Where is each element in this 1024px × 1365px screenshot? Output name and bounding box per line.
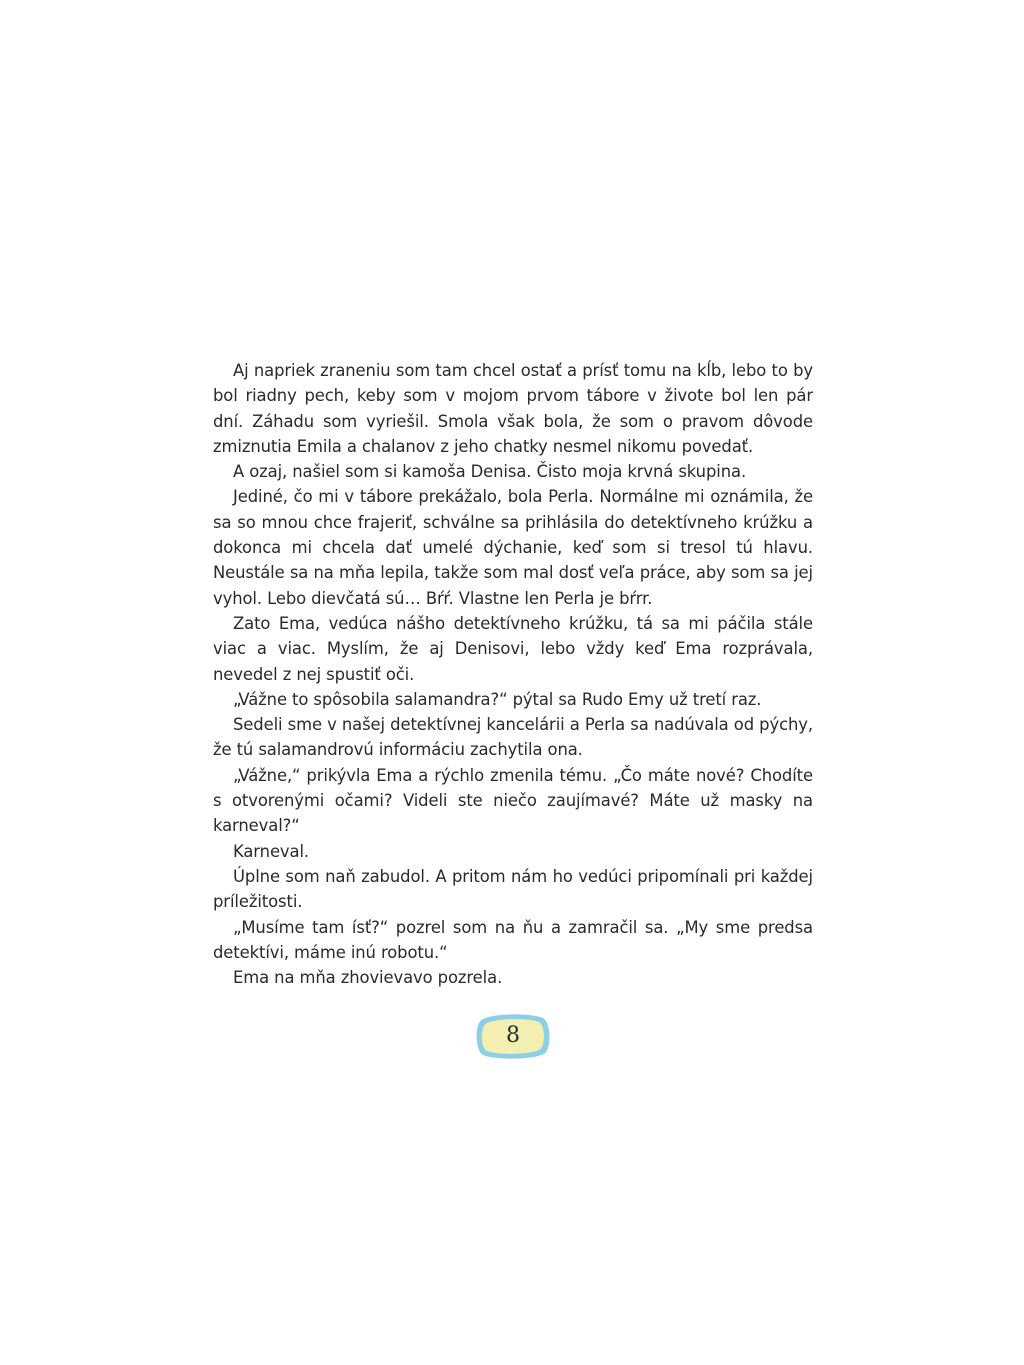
paragraph: Sedeli sme v našej detektívnej kancelárii a Perla sa nadúvala od pýchy, že tú salamandrovú informáciu zachytila ona. [213,715,813,760]
paragraph: „Vážne,“ prikývla Ema a rýchlo zmenila tému. „Čo máte nové? Chodíte s otvorenými očami? Videli ste niečo zaujímavé? Máte už masky na karneval?“ [213,765,813,836]
paragraph: „Musíme tam ísť?“ pozrel som na ňu a zamračil sa. „My sme predsa detektívi, máme inú robotu.“ [213,917,813,962]
page-number: 8 [506,1023,520,1048]
paragraph: Karneval. [233,841,310,861]
paragraph: Zato Ema, vedúca nášho detektívneho krúžku, tá sa mi páčila stále viac a viac. Myslím, že aj Denisovi, lebo vždy keď Ema rozprávala, nevedel z nej spustiť oči. [213,613,813,684]
body-text [213,358,813,990]
paragraph: Ema na mňa zhovievavo pozrela. [233,968,503,988]
paragraph: Jediné, čo mi v tábore prekážalo, bola Perla. Normálne mi oznámila, že sa so mnou chce frajeriť, schválne sa prihlásila do detektívneho krúžku a dokonca mi chcela dať umelé dýchanie, keď som si tresol tú hlavu. Neustále sa na mňa lepila, takže som mal dosť veľa práce, aby som sa jej vyhol. Lebo dievčatá sú… Bŕŕ. Vlastne len Perla je bŕrr. [213,487,813,608]
paragraph: Úplne som naň zabudol. A pritom nám ho vedúci pripomínali pri každej príležitosti. [213,866,813,912]
page-number-badge [473,1011,553,1061]
paragraph: Aj napriek zraneniu som tam chcel ostať a prísť tomu na kĺb, lebo to by bol riadny pech, keby som v mojom prvom tábore v živote bol len pár dní. Záhadu som vyriešil. Smola však bola, že som o pravom dôvode zmiznutia Emila a chalanov z jeho chatky nesmel nikomu povedať. [213,361,813,456]
paragraph: „Vážne to spôsobila salamandra?“ pýtal sa Rudo Emy už tretí raz. [233,689,762,709]
paragraph: A ozaj, našiel som si kamoša Denisa. Čisto moja krvná skupina. [233,462,747,482]
